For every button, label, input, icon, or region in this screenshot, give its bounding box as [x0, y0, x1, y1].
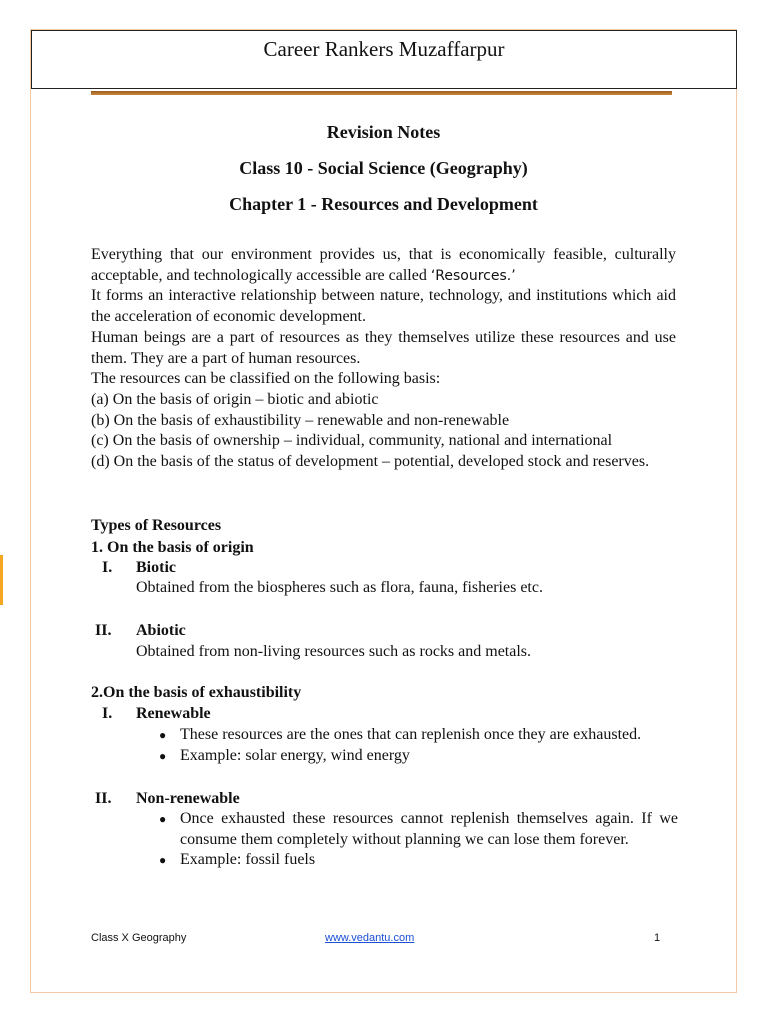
intro-p1-text: Everything that our environment provides us, that is economically feasible, culturally acceptable, and technologically accessible are called: [91, 246, 676, 284]
edge-mark: [0, 555, 3, 605]
basis-item: (c) On the basis of ownership – individual, community, national and international: [91, 432, 613, 450]
intro-paragraph-3: Human beings are a part of resources as they themselves utilize these resources and use them. They are a part of human resources.: [91, 328, 676, 367]
abiotic-title: Abiotic: [136, 622, 186, 639]
title-class: Class 10 - Social Science (Geography): [239, 158, 528, 178]
abiotic-description: Obtained from non-living resources such as rocks and metals.: [136, 643, 532, 660]
renewable-bullets: [158, 725, 676, 766]
intro-paragraph-4: The resources can be classified on the following basis:: [91, 370, 441, 388]
title-chapter: Chapter 1 - Resources and Development: [229, 194, 538, 214]
header-box: [31, 30, 737, 89]
resources-term: ‘Resources.’: [430, 267, 516, 284]
intro-section: [91, 245, 676, 473]
list-item: ● Example: fossil fuels: [158, 850, 678, 871]
list-item: ● These resources are the ones that can replenish once they are exhausted.: [158, 725, 676, 746]
list-item: ● Once exhausted these resources cannot replenish themselves again. If we consume them completely without planning we can lose them forever.: [158, 809, 678, 850]
types-heading: Types of Resources: [91, 517, 222, 534]
intro-paragraph-1: [91, 245, 676, 286]
list-item: ● Example: solar energy, wind energy: [158, 746, 676, 767]
basis-item: (d) On the basis of the status of development – potential, developed stock and reserves.: [91, 453, 650, 471]
biotic-title: Biotic: [136, 559, 176, 576]
renewable-title: Renewable: [136, 705, 211, 722]
footer-website-link[interactable]: www.vedantu.com: [325, 932, 415, 944]
nonrenewable-title: Non-renewable: [136, 790, 240, 807]
nonrenewable-numeral: II.: [95, 790, 112, 807]
basis-item: (b) On the basis of exhaustibility – renewable and non-renewable: [91, 411, 510, 429]
intro-paragraph-2: It forms an interactive relationship between nature, technology, and institutions which aid the acceleration of economic development.: [91, 287, 676, 326]
header-title: Career Rankers Muzaffarpur: [263, 37, 505, 61]
page-number: 1: [654, 932, 661, 944]
title-revision-notes: Revision Notes: [326, 122, 441, 142]
renewable-numeral: I.: [102, 705, 113, 722]
header-rule: [91, 91, 672, 95]
nonrenewable-bullets: [158, 809, 678, 871]
origin-heading: 1. On the basis of origin: [91, 539, 254, 556]
biotic-description: Obtained from the biospheres such as flora, fauna, fisheries etc.: [136, 579, 543, 596]
exhaustibility-heading: 2.On the basis of exhaustibility: [91, 684, 302, 701]
basis-item: (a) On the basis of origin – biotic and abiotic: [91, 390, 379, 408]
abiotic-numeral: II.: [95, 622, 112, 639]
biotic-numeral: I.: [102, 559, 113, 576]
footer-label: Class X Geography: [91, 932, 187, 944]
